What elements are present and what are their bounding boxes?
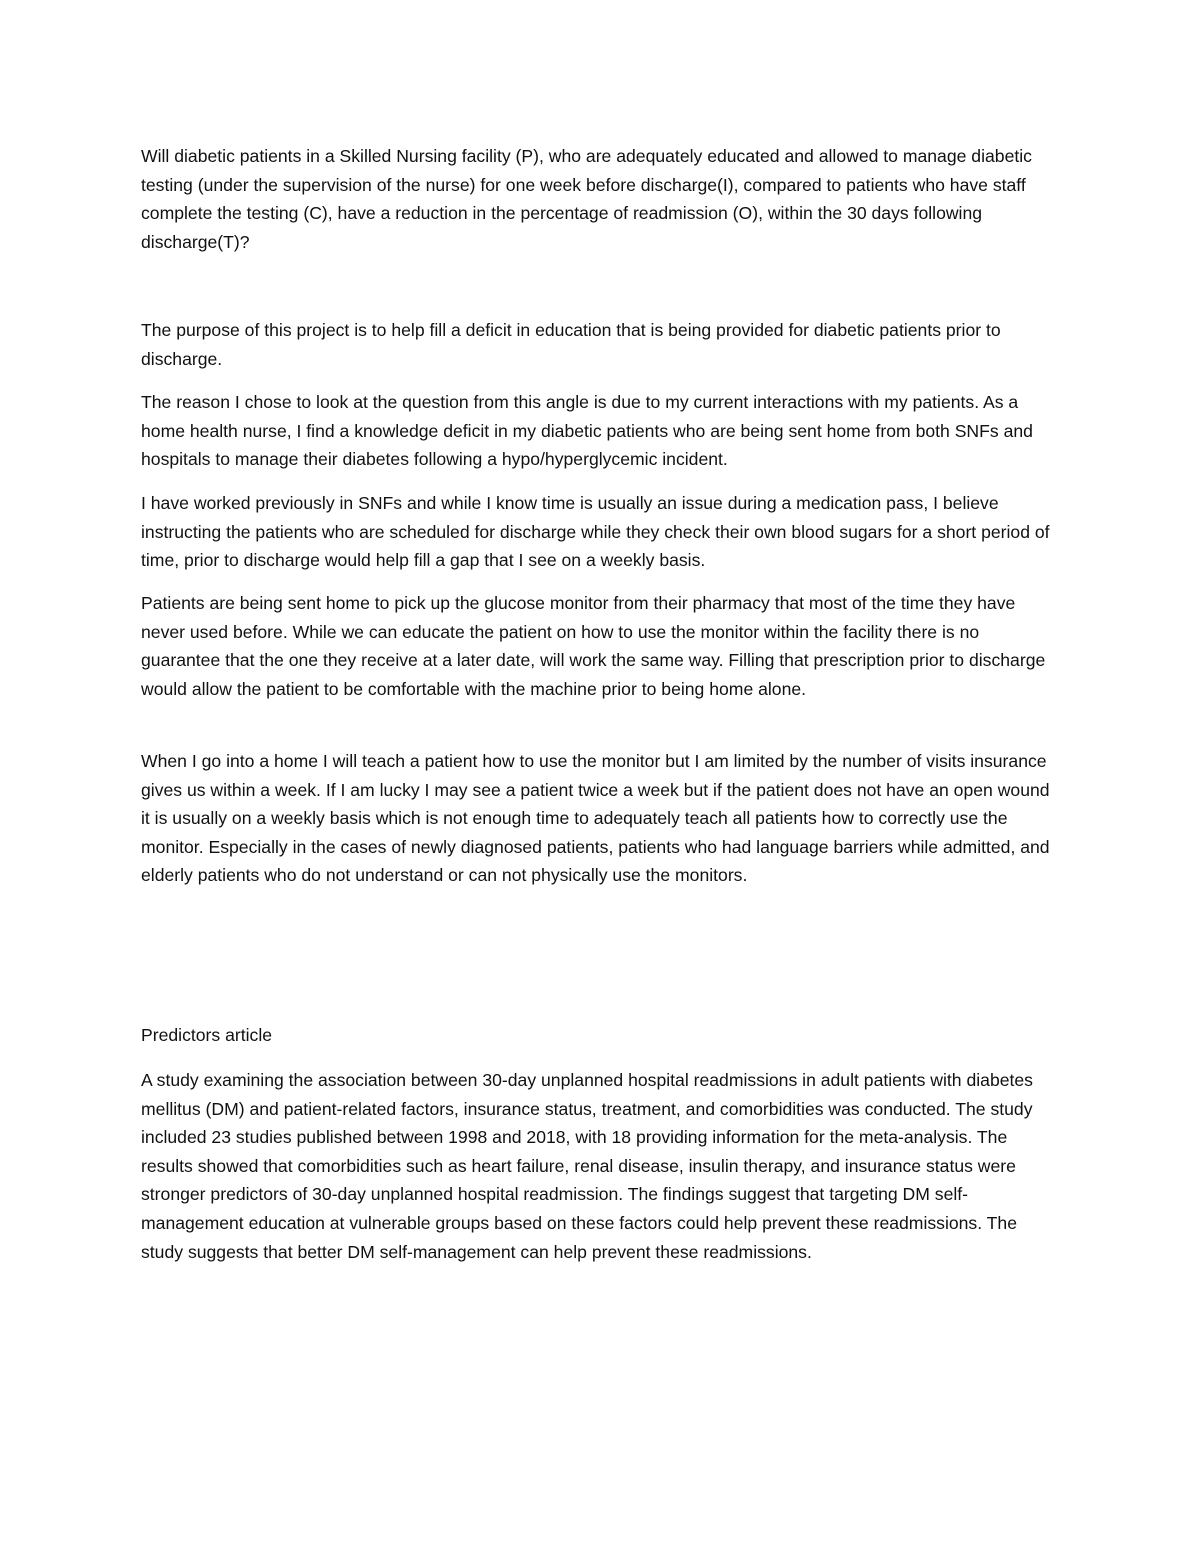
glucose-monitor-paragraph: Patients are being sent home to pick up the glucose monitor from their pharmacy that most of the time they have never used before. While we can educate the patient on how to use the monitor within the facility there is no guarantee that the one they receive at a later date, will work the same way. Filling that prescription prior to discharge would allow the patient to be comfortable with the machine prior to being home alone. <box>141 593 1046 699</box>
experience-paragraph: I have worked previously in SNFs and while I know time is usually an issue during a medication pass, I believe instructing the patients who are scheduled for discharge while they check their own blood sugars for a short period of time, prior to discharge would help fill a gap that I see on a weekly basis. <box>141 493 1050 571</box>
article-summary-paragraph: A study examining the association between 30-day unplanned hospital readmissions in adult patients with diabetes mellitus (DM) and patient-related factors, insurance status, treatment, and comorbidities was conducted. The study included 23 studies published between 1998 and 2018, with 18 providing information for the meta-analysis. The results showed that comorbidities such as heart failure, renal disease, insulin therapy, and insurance status were stronger predictors of 30-day unplanned hospital readmission. The findings suggest that targeting DM self-management education at vulnerable groups based on these factors could help prevent these readmissions. The study suggests that better DM self-management can help prevent these readmissions. <box>141 1070 1033 1262</box>
pico-question-paragraph: Will diabetic patients in a Skilled Nursing facility (P), who are adequately educated and allowed to manage diabetic testing (under the supervision of the nurse) for one week before discharge(I), compared to patients who have staff complete the testing (C), have a reduction in the percentage of readmission (O), within the 30 days following discharge(T)? <box>141 146 1032 252</box>
purpose-paragraph: The purpose of this project is to help fill a deficit in education that is being provided for diabetic patients prior to discharge. <box>141 320 1001 369</box>
article-heading: Predictors article <box>141 1025 273 1045</box>
reason-paragraph: The reason I chose to look at the question from this angle is due to my current interactions with my patients. As a home health nurse, I find a knowledge deficit in my diabetic patients who are being sent home from both SNFs and hospitals to manage their diabetes following a hypo/hyperglycemic incident. <box>141 392 1033 470</box>
home-visits-paragraph: When I go into a home I will teach a patient how to use the monitor but I am limited by the number of visits insurance gives us within a week. If I am lucky I may see a patient twice a week but if the patient does not have an open wound it is usually on a weekly basis which is not enough time to adequately teach all patients how to correctly use the monitor. Especially in the cases of newly diagnosed patients, patients who had language barriers while admitted, and elderly patients who do not understand or can not physically use the monitors. <box>141 751 1050 886</box>
